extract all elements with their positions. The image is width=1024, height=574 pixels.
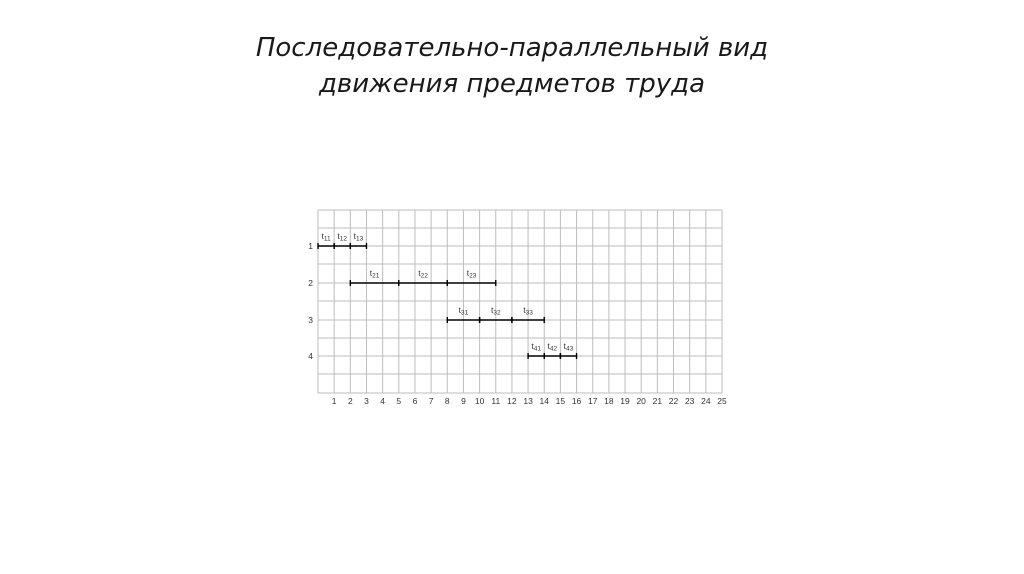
- operation-label: t33: [523, 305, 533, 317]
- x-tick-label: 10: [474, 396, 485, 406]
- x-tick-label: 25: [717, 396, 727, 406]
- operation-label: t23: [466, 268, 477, 280]
- operation-label: t11: [321, 231, 331, 243]
- operation-label: t21: [369, 268, 380, 280]
- operation-label: t32: [490, 305, 501, 317]
- row-label: 4: [308, 351, 313, 361]
- x-tick-label: 19: [620, 396, 630, 406]
- x-tick-label: 24: [701, 396, 711, 406]
- x-tick-label: 16: [571, 396, 582, 406]
- x-tick-label: 17: [587, 396, 598, 406]
- x-tick-label: 3: [364, 396, 369, 406]
- x-tick-label: 11: [491, 396, 501, 406]
- x-tick-label: 15: [555, 396, 566, 406]
- x-tick-label: 6: [412, 396, 418, 406]
- x-tick-label: 22: [668, 396, 679, 406]
- x-tick-label: 2: [347, 396, 353, 406]
- x-tick-label: 23: [684, 396, 695, 406]
- x-tick-label: 4: [380, 396, 386, 406]
- operation-label: t42: [547, 341, 558, 353]
- title-line-2: движения предметов труда: [318, 69, 706, 99]
- x-tick-label: 5: [396, 396, 402, 406]
- operation-label: t22: [418, 268, 428, 280]
- row-label: 3: [308, 315, 313, 325]
- x-tick-label: 13: [523, 396, 533, 406]
- x-tick-label: 8: [444, 396, 450, 406]
- x-tick-label: 20: [636, 396, 646, 406]
- x-tick-label: 14: [539, 396, 549, 406]
- operation-label: t41: [531, 341, 541, 353]
- operation-label: t13: [353, 231, 364, 243]
- x-tick-label: 21: [652, 396, 663, 406]
- operation-label: t12: [337, 231, 348, 243]
- x-tick-label: 18: [604, 396, 614, 406]
- row-label: 2: [308, 278, 313, 288]
- operation-label: t31: [458, 305, 469, 317]
- x-tick-label: 9: [461, 396, 466, 406]
- title-line-1: Последовательно-параллельный вид: [255, 33, 769, 63]
- x-tick-label: 1: [331, 396, 337, 406]
- x-tick-label: 12: [507, 396, 517, 406]
- row-label: 1: [308, 241, 313, 251]
- x-tick-label: 7: [428, 396, 434, 406]
- operation-label: t43: [563, 341, 574, 353]
